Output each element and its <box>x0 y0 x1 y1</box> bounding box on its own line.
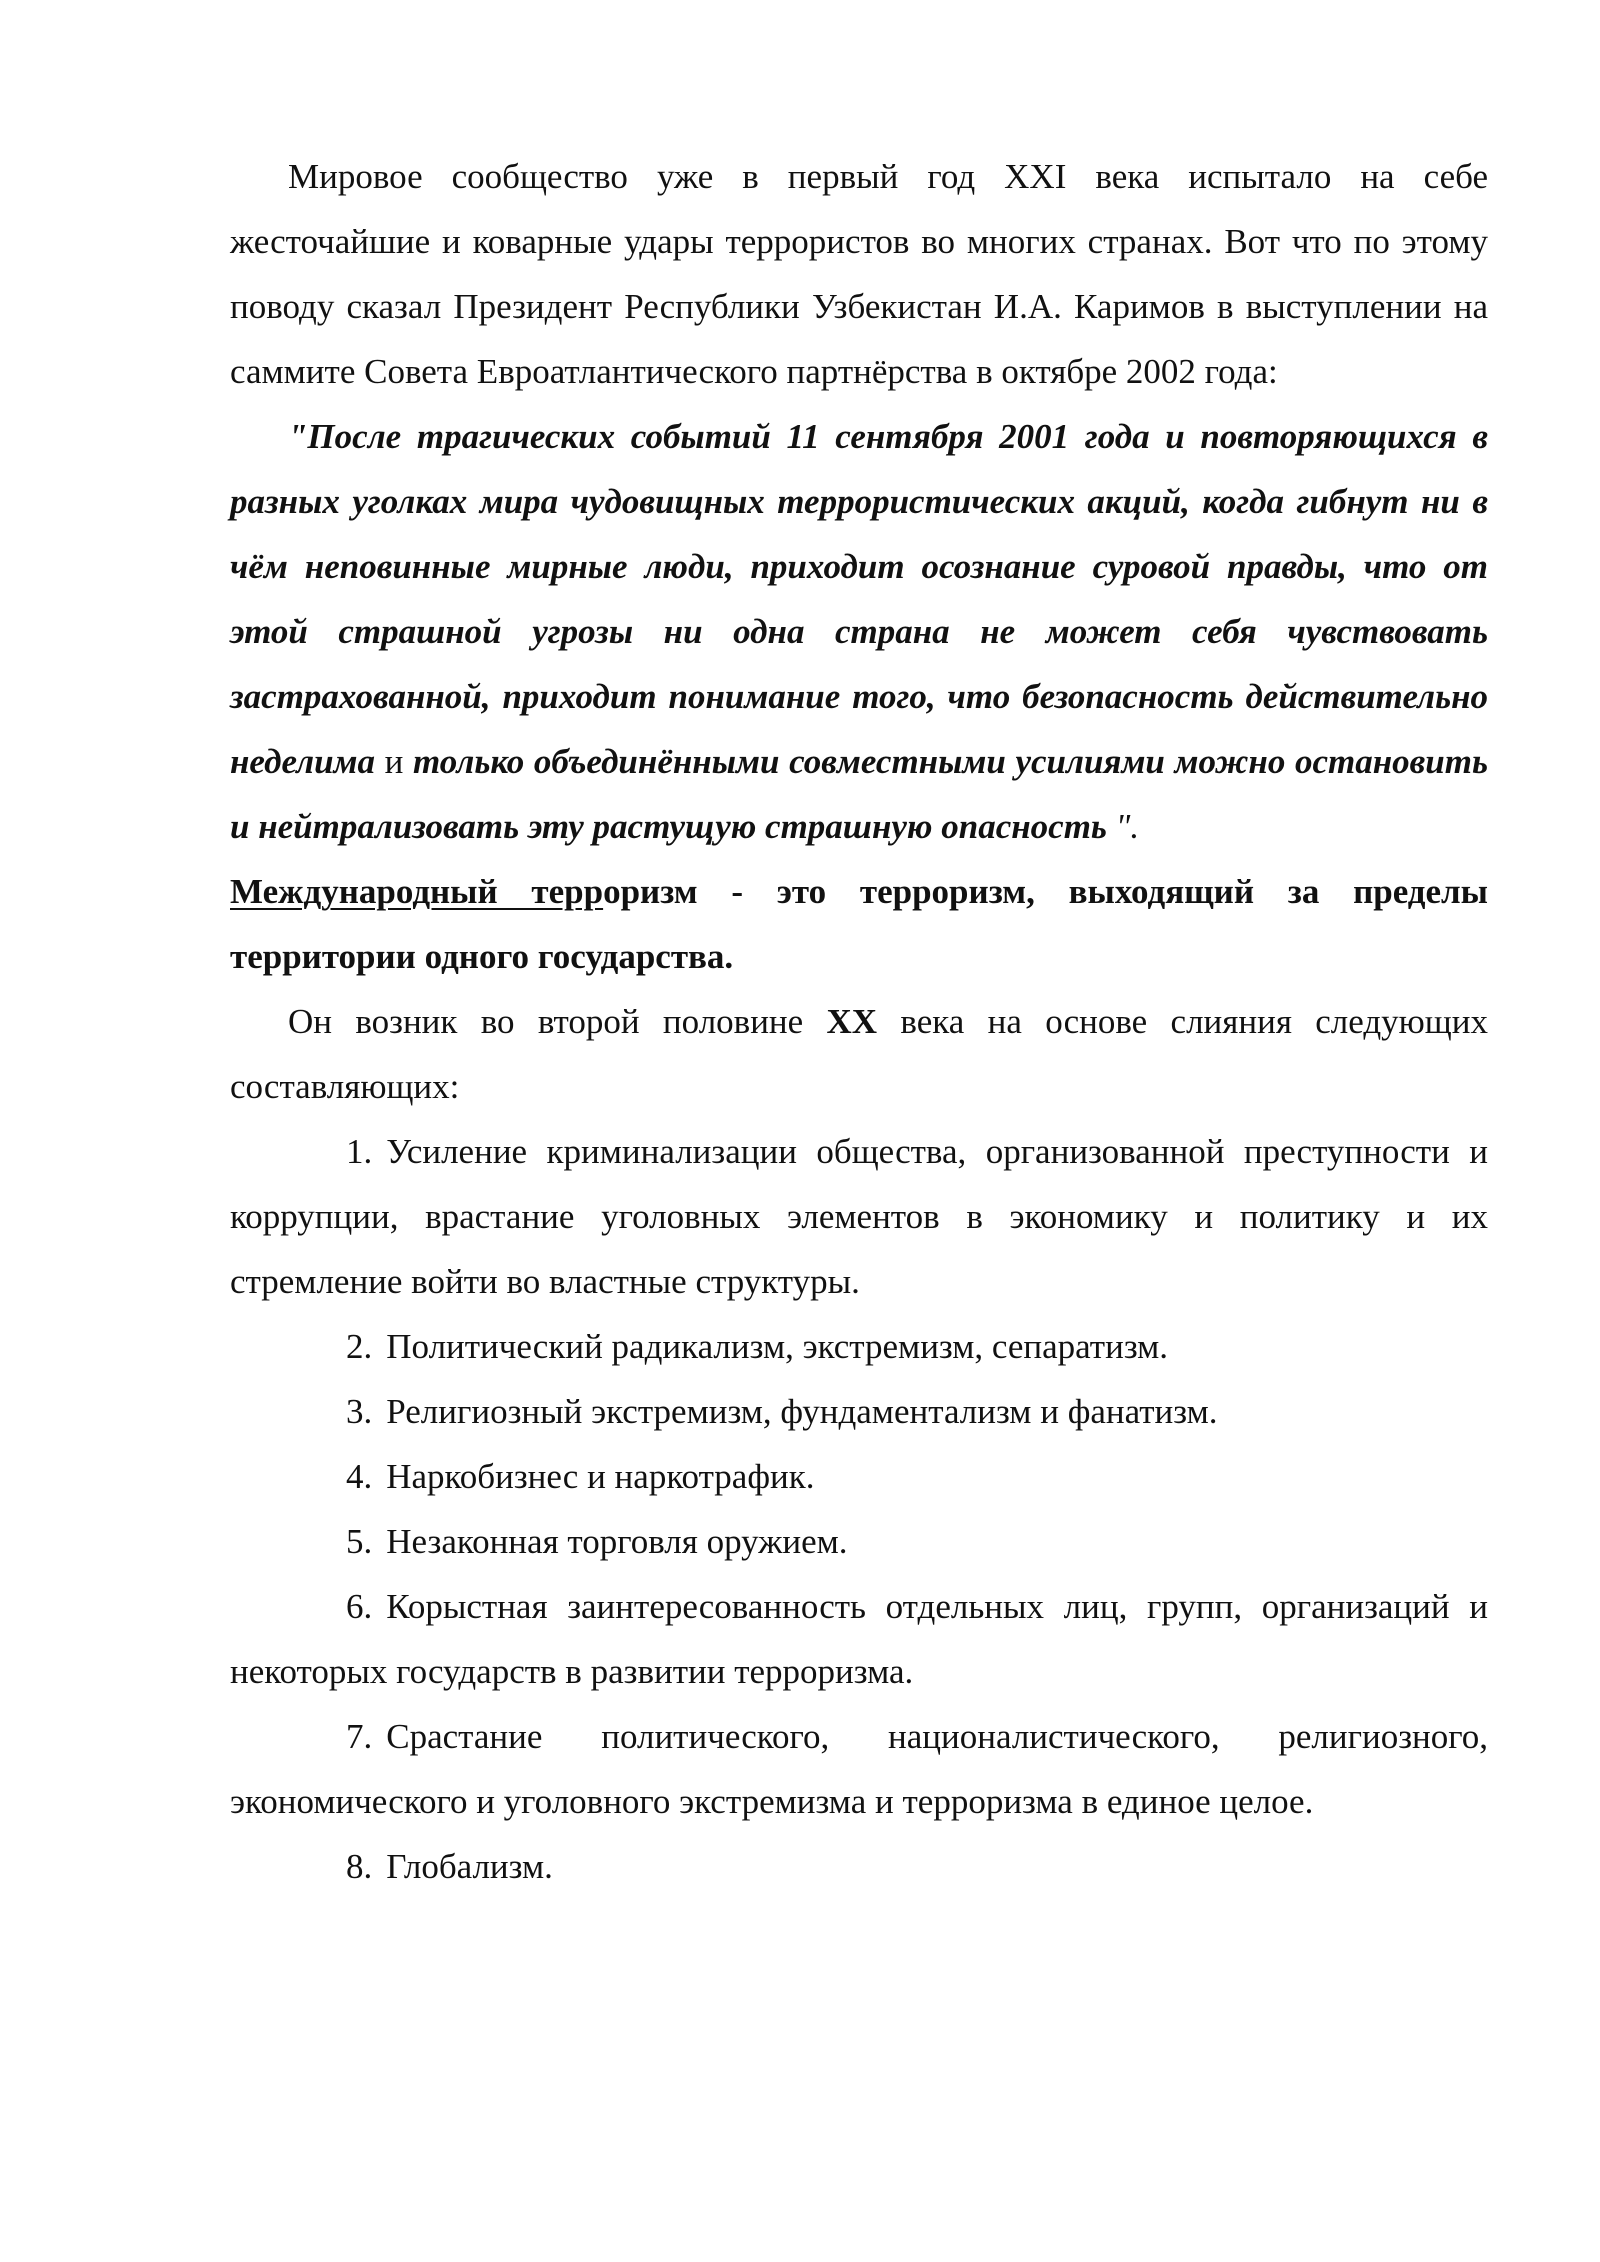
list-number: 6. <box>346 1587 373 1626</box>
origin-paragraph <box>230 989 1488 1119</box>
list-number: 1. <box>346 1132 373 1171</box>
origin-text-end: века на основе слияния следующих составляющих: <box>230 1002 1488 1106</box>
list-item-7 <box>230 1704 1488 1834</box>
intro-text-end: века испытало на себе жесточайшие и коварные удары террористов во многих странах. Вот что по этому поводу сказал Президент Республики Узбекистан И.А. Каримов в выступлении на саммите Совета Евроатлантического партнёрства в октябре 2002 года: <box>230 157 1488 391</box>
list-item-5 <box>230 1509 1488 1574</box>
list-item-text: Срастание политического, националистического, религиозного, экономического и уголовного экстремизма и терроризма в единое целое. <box>230 1717 1488 1821</box>
list-item-8 <box>230 1834 1488 1899</box>
list-item-text: Религиозный экстремизм, фундаментализм и фанатизм. <box>386 1392 1218 1431</box>
origin-century: XX <box>826 1002 878 1041</box>
list-item-6 <box>230 1574 1488 1704</box>
list-item-text: Усиление криминализации общества, организованной преступности и коррупции, врастание уголовных элементов в экономику и политику и их стремление войти во властные структуры. <box>230 1132 1488 1301</box>
list-item-1 <box>230 1119 1488 1314</box>
list-number: 7. <box>346 1717 373 1756</box>
intro-paragraph <box>230 144 1488 404</box>
quote-conjunction: и <box>375 742 413 781</box>
definition-paragraph <box>230 859 1488 989</box>
list-item-text: Незаконная торговля оружием. <box>386 1522 848 1561</box>
list-item-text: Наркобизнес и наркотрафик. <box>386 1457 815 1496</box>
quote-text-end: только объединёнными совместными усилиями можно остановить и нейтрализовать эту растущую страшную опасность <box>230 742 1488 846</box>
list-number: 3. <box>346 1392 373 1431</box>
intro-text-start: Мировое сообщество уже в первый год <box>288 157 1005 196</box>
list-item-text: Политический радикализм, экстремизм, сепаратизм. <box>386 1327 1169 1366</box>
intro-century: XXI <box>1004 157 1067 196</box>
quote-text-start: "После трагических событий 11 сентября 2001 года и повторяющихся в разных уголках мира чудовищных террористических акций, когда гибнут ни в чём неповинные мирные люди, приходит осознание суровой правды, что от этой страшной угрозы ни одна страна не может себя чувствовать застрахованной, приходит понимание того, что безопасность действительно неделима <box>230 417 1488 781</box>
definition-term: Международный терр <box>230 872 604 911</box>
list-item-3 <box>230 1379 1488 1444</box>
list-number: 4. <box>346 1457 373 1496</box>
list-number: 5. <box>346 1522 373 1561</box>
list-number: 8. <box>346 1847 373 1886</box>
list-item-text: Корыстная заинтересованность отдельных лиц, групп, организаций и некоторых государств в развитии терроризма. <box>230 1587 1488 1691</box>
quote-closing-mark: ". <box>1106 807 1140 846</box>
list-item-text: Глобализм. <box>386 1847 553 1886</box>
quote-paragraph <box>230 404 1488 859</box>
list-number: 2. <box>346 1327 373 1366</box>
document-page <box>230 144 1488 1899</box>
origin-text-start: Он возник во второй половине <box>288 1002 827 1041</box>
definition-text: оризм - это терроризм, выходящий за пределы территории одного государства. <box>230 872 1488 976</box>
list-item-2 <box>230 1314 1488 1379</box>
list-item-4 <box>230 1444 1488 1509</box>
